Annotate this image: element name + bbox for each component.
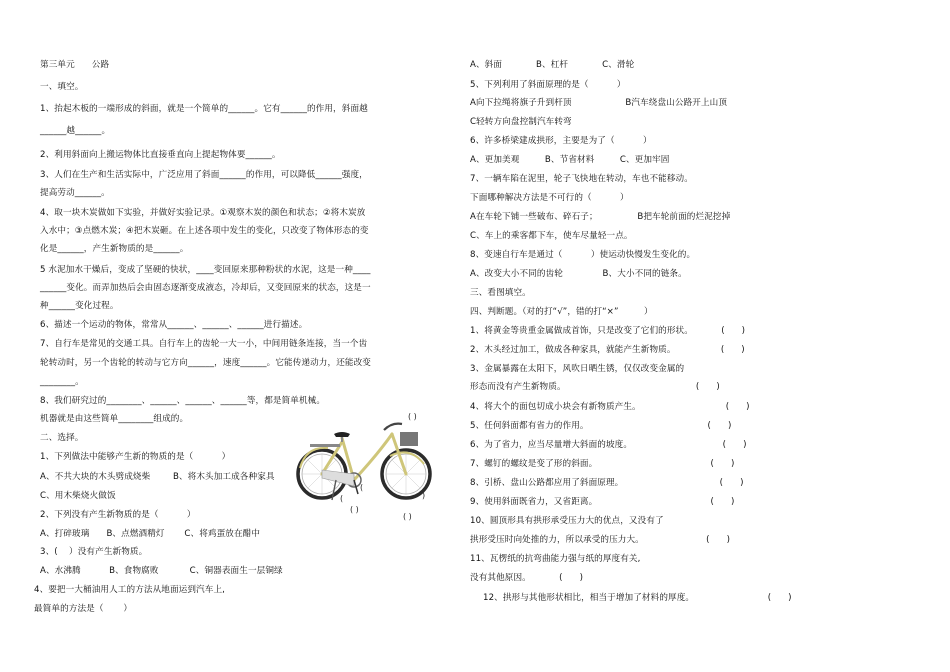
option-line: A、不共大块的木头劈成烧柴 B、将木头加工成各种家具 [40,472,275,482]
question-line: 7、一辆车陷在泥里，轮子飞快地在转动，车也不能移动。 [470,174,693,184]
bicycle-illustration [292,408,434,520]
question-line: 入水中；③点燃木炭；④把木炭砸。在上述各项中发生的变化，只改变了物体形态的变 [40,226,369,236]
option-line: A向下拉绳将旗子升到杆顶 B汽车绕盘山公路开上山顶 [470,98,728,108]
question-line: 6、许多桥梁建成拱形，主要是为了（ ） [470,136,652,146]
question-line: 化是______，产生新物质的是______。 [40,244,189,254]
question-line: ______变化。而弄加热后会由固态逐渐变成液态，冷却后，又变回原来的状态，这是一 [40,283,371,293]
question-line: 8、变速自行车是通过（ ）使运动快慢发生变化的。 [470,250,696,260]
judge-line: 6、为了省力，应当尽量增大斜面的坡度。 ( ) [470,440,747,450]
unit-title: 第三单元 公路 [40,60,110,70]
blank-paren: ( ) [408,412,417,421]
question-line: 5、下列利用了斜面原理的是（ ） [470,80,626,90]
question-line: 最简单的方法是（ ） [34,604,133,614]
question-line: 4、取一块木炭做如下实验，并做好实验记录。①观察木炭的颜色和状态；②将木炭放 [40,208,366,218]
question-line: 3、人们在生产和生活实际中，广泛应用了斜面______的作用，可以降低______强度， [40,170,368,180]
chain-guard [322,470,354,486]
question-line: 4、要把一大桶油用人工的方法从地面运到汽车上, [34,585,225,595]
rear-rack [310,444,340,447]
kickstand [332,480,336,500]
judge-line: 11、瓦楞纸的抗弯曲能力强与纸的厚度有关, [470,554,641,564]
question-line: ______越______。 [40,126,111,136]
blank-paren: ( [340,494,344,503]
judge-line: 4、将大个的面包切成小块会有新物质产生。 ( ) [470,402,750,412]
option-line: A在车轮下铺一些破布、碎石子； B把车轮前面的烂泥挖掉 [470,212,731,222]
blank-paren: ( [360,483,364,492]
blank-paren: ( ) [350,505,359,514]
judge-line: 3、金属暴露在太阳下，风吹日晒生锈，仅仅改变金属的 [470,364,685,374]
judge-line: 2、木头经过加工，做成各种家具，就能产生新物质。 ( ) [470,345,745,355]
question-line: 轮转动时，另一个齿轮的转动与它方向______，速度______。它能传递动力，还能改变 [40,358,371,368]
blank-paren: ( ) [403,512,412,521]
basket [400,432,418,446]
question-line: 8、我们研究过的________、______、______、______等，都是简单机械。 [40,396,326,406]
question-line: 提高劳动______。 [40,188,110,198]
option-line: C轻转方向盘控制汽车转弯 [470,117,572,127]
question-line: 1、抬起木板的一端形成的斜面，就是一个简单的______。它有______的作用，斜面越 [40,104,368,114]
question-line: 2、下列没有产生新物质的是（ ） [40,510,196,520]
option-line: A、改变大小不同的齿轮 B、大小不同的链条。 [470,269,687,279]
question-line: 1、下列做法中能够产生新的物质的是（ ） [40,452,231,462]
handlebar [384,424,402,430]
section-heading: 二、选择。 [40,433,84,443]
judge-line: 8、引桥、盘山公路都应用了斜面原理。 ( ) [470,478,744,488]
judge-line: 形态而没有产生新物质。 ( ) [470,382,720,392]
section-heading: 三、看图填空。 [470,288,531,298]
section-heading: 一、填空。 [40,82,84,92]
option-line: A、更加美观 B、节省材料 C、更加牢固 [470,155,670,165]
question-line: 机器就是由这些简单________组成的。 [40,414,189,424]
option-line: A、水沸腾 B、食物腐败 C、铜器表面生一层铜绿 [40,566,283,576]
judge-line: 没有其他原因。 ( ) [470,573,584,583]
judge-line: 9、使用斜面既省力，又省距离。 ( ) [470,497,735,507]
saddle [334,432,350,437]
judge-line: 12、拱形与其他形状相比，相当于增加了材料的厚度。 ( ) [483,593,792,603]
judge-line: 拱形受压时向处推的力，所以承受的压力大。 ( ) [470,535,731,545]
section-heading: 四、判断题。（对的打“√”，错的打“×” ） [470,307,653,317]
option-line: A、打碎玻璃 B、点燃酒精灯 C、将鸡蛋放在醋中 [40,529,261,539]
question-line: 7、自行车是常见的交通工具。自行车上的齿轮一大一小，中间用链条连接，当一个齿 [40,339,368,349]
question-line: 5 水泥加水干燥后，变成了坚硬的快状，____变回原来那种粉状的水泥，这是一种____ [40,265,371,275]
question-line: 6、描述一个运动的物体，常常从______、______、______进行描述。 [40,320,308,330]
judge-line: 1、将黄金等贵重金属做成首饰，只是改变了它们的形状。 ( ) [470,326,746,336]
option-line: C、车上的乘客都下车，使车尽量轻一点。 [470,231,633,241]
option-line: A、斜面 B、杠杆 C、滑轮 [470,60,635,70]
question-line: 下面哪种解决方法是不可行的（ ） [470,193,629,203]
question-line: 3、( ）没有产生新物质。 [40,547,148,557]
question-line: ________。 [40,377,84,387]
question-line: 2、利用斜面向上搬运物体比直接垂直向上提起物体要______。 [40,150,281,160]
judge-line: 5、任何斜面都有省力的作用。 ( ) [470,421,732,431]
option-line: C、用木柴烧火做饭 [40,491,116,501]
judge-line: 10、圆顶形具有拱形承受压力大的优点，又没有了 [470,516,664,526]
judge-line: 7、螺钉的螺纹是变了形的斜面。 ( ) [470,459,735,469]
blank-paren: ) [422,491,426,500]
question-line: 种______变化过程。 [40,301,119,311]
